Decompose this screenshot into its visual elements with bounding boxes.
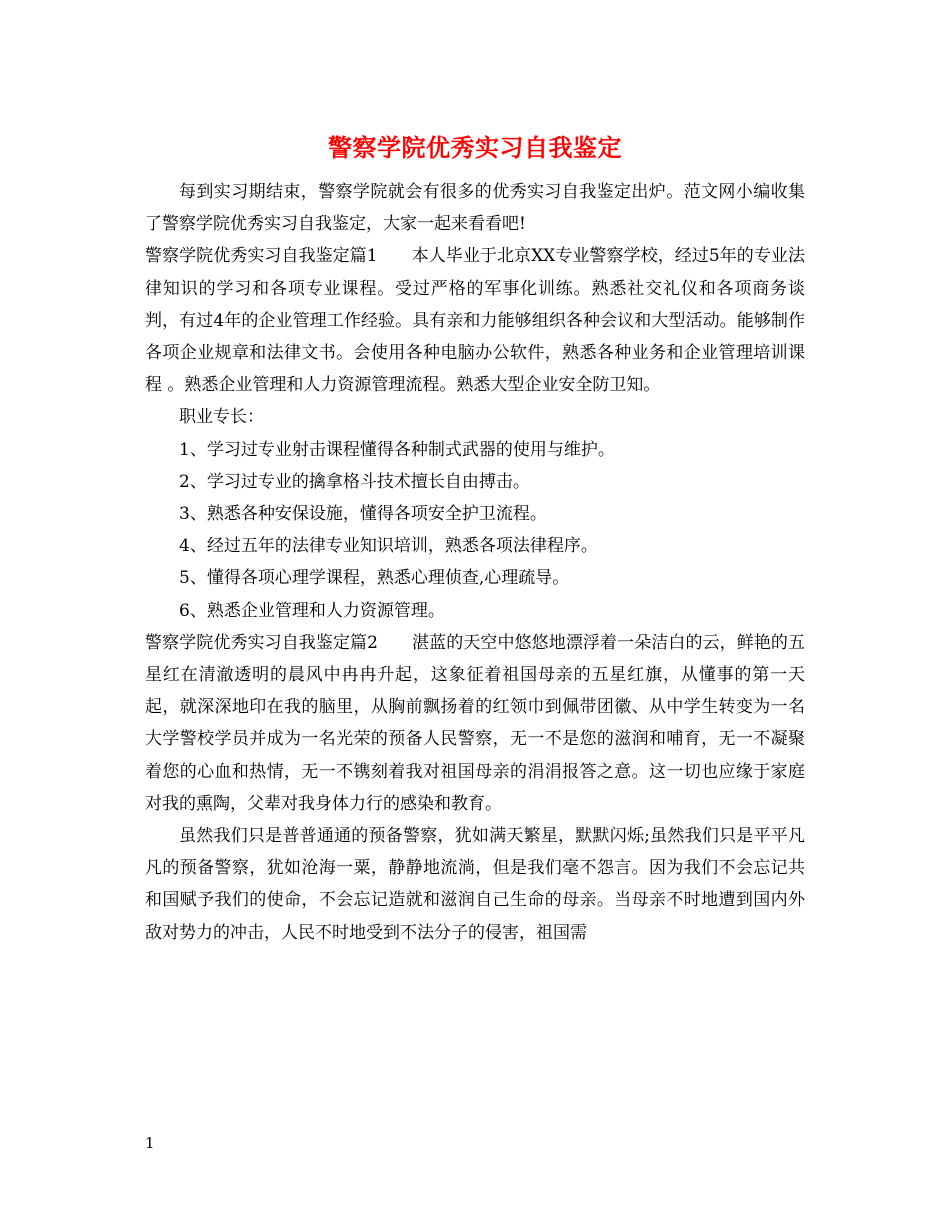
- part2-paragraph: [145, 627, 805, 820]
- part2-heading: 警察学院优秀实习自我鉴定篇2: [145, 632, 378, 653]
- part1-paragraph: [145, 240, 805, 401]
- part1-text: 本人毕业于北京XX专业警察学校，经过5年的专业法律知识的学习和各项专业课程。受过严格的军事化训练。熟悉社交礼仪和各项商务谈判，有过4年的企业管理工作经验。具有亲和力能够组织各种会议和大型活动。能够制作各项企业规章和法律文书。会使用各种电脑办公软件，熟悉各种业务和企业管理培训课程 。熟悉企业管理和人力资源管理流程。熟悉大型企业安全防卫知。: [145, 246, 805, 396]
- part1-heading: 警察学院优秀实习自我鉴定篇1: [145, 246, 378, 267]
- specialty-item-1: 1、学习过专业射击课程懂得各种制式武器的使用与维护。: [179, 439, 615, 460]
- part2-text: 湛蓝的天空中悠悠地漂浮着一朵洁白的云，鲜艳的五星红在清澈透明的晨风中冉冉升起，这象征着祖国母亲的五星红旗，从懂事的第一天起，就深深地印在我的脑里，从胸前飘扬着的红领巾到佩带团徽、从中学生转变为一名大学警校学员并成为一名光荣的预备人民警察，无一不是您的滋润和哺育，无一不凝聚着您的心血和热情，无一不镌刻着我对祖国母亲的涓涓报答之意。这一切也应缘于家庭对我的熏陶，父辈对我身体力行的感染和教育。: [145, 632, 805, 814]
- specialty-item-3: 3、熟悉各种安保设施，懂得各项安全护卫流程。: [179, 504, 547, 525]
- specialty-item-6: 6、熟悉企业管理和人力资源管理。: [179, 600, 445, 621]
- intro-paragraph: 每到实习期结束，警察学院就会有很多的优秀实习自我鉴定出炉。范文网小编收集了警察学院优秀实习自我鉴定，大家一起来看看吧!: [145, 182, 805, 235]
- specialty-heading: 职业专长：: [179, 407, 264, 428]
- specialty-item-2: 2、学习过专业的擒拿格斗技术擅长自由搏击。: [179, 471, 530, 492]
- specialty-item-4: 4、经过五年的法律专业知识培训，熟悉各项法律程序。: [179, 536, 598, 557]
- page-number: 1: [145, 1134, 155, 1152]
- closing-paragraph: 虽然我们只是普普通通的预备警察，犹如满天繁星，默默闪烁;虽然我们只是平平凡凡的预备警察，犹如沧海一粟，静静地流淌，但是我们毫不怨言。因为我们不会忘记共和国赋予我们的使命，不会忘记造就和滋润自己生命的母亲。当母亲不时地遭到国内外敌对势力的冲击，人民不时地受到不法分子的侵害，祖国需: [145, 826, 805, 943]
- document-body: [145, 176, 805, 949]
- page-title: 警察学院优秀实习自我鉴定: [328, 133, 622, 162]
- specialty-item-5: 5、懂得各项心理学课程，熟悉心理侦查,心理疏导。: [179, 568, 570, 589]
